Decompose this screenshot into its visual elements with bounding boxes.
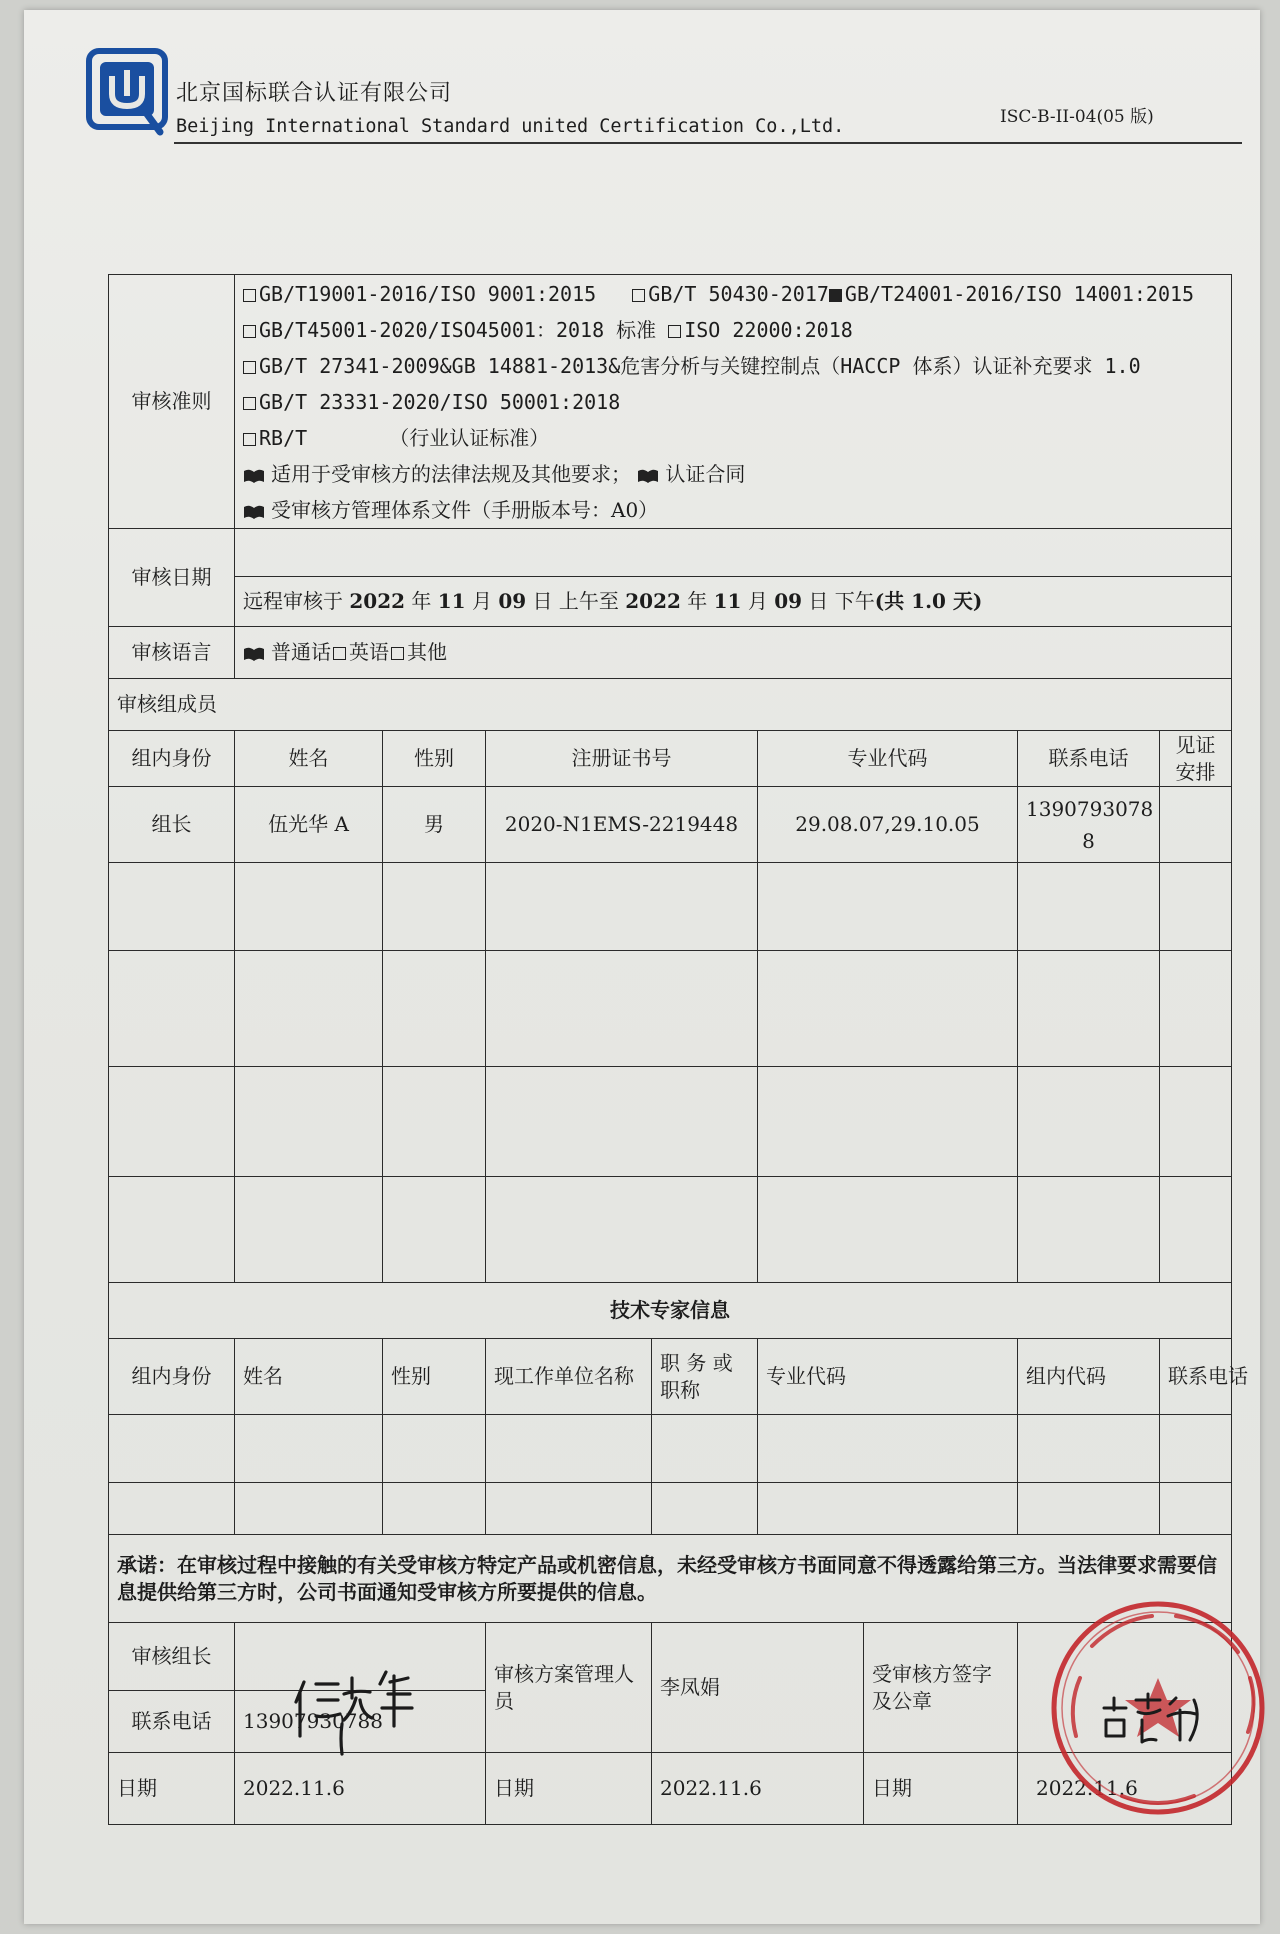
language-english: 英语 — [349, 640, 389, 664]
expert-header-role: 组内身份 — [109, 1339, 235, 1415]
company-logo-icon — [86, 48, 168, 138]
team-label-row — [109, 679, 1232, 731]
leader-phone: 13907930788 — [235, 1691, 486, 1753]
std-iso22000: ISO 22000:2018 — [684, 317, 853, 342]
member-phone: 1390793078 8 — [1018, 787, 1160, 863]
auditee-label: 受审核方签字及公章 — [864, 1623, 1018, 1753]
company-name-en: Beijing International Standard united Certification Co.,Ltd. — [176, 116, 845, 137]
company-name-cn: 北京国标联合认证有限公司 — [176, 81, 453, 106]
table-row — [109, 951, 1232, 1067]
book-icon — [243, 645, 265, 661]
form-number: ISC-B-II-04(05 版) — [1000, 107, 1154, 127]
criteria-row — [109, 275, 1232, 529]
member-witness — [1160, 787, 1232, 863]
table-row — [109, 787, 1232, 863]
std-iso14001: GB/T24001-2016/ISO 14001:2015 — [844, 281, 1195, 306]
table-row — [109, 1415, 1232, 1483]
std-rbt-suffix: （行业认证标准） — [389, 425, 550, 450]
start-day: 09 — [498, 589, 527, 613]
checkbox-icon — [391, 647, 404, 660]
table-row — [109, 1067, 1232, 1177]
language-row — [109, 627, 1232, 679]
team-header-phone: 联系电话 — [1018, 731, 1160, 787]
date-label-3: 日期 — [864, 1753, 1018, 1825]
expert-header-employer: 现工作单位名称 — [486, 1339, 652, 1415]
team-header-gender: 性别 — [383, 731, 486, 787]
audit-date-label: 审核日期 — [109, 529, 235, 627]
language-other: 其他 — [407, 640, 447, 664]
date-value-3: 2022.11.6 — [1018, 1753, 1232, 1825]
std-rbt: RB/T — [259, 425, 308, 450]
audit-date-row — [109, 577, 1232, 627]
end-day: 09 — [774, 589, 803, 613]
checkbox-icon — [243, 397, 256, 410]
member-name: 伍光华 A — [235, 787, 383, 863]
std-gb50430: GB/T 50430-2017 — [648, 281, 829, 306]
date-label-1: 日期 — [109, 1753, 235, 1825]
member-role: 组长 — [109, 787, 235, 863]
expert-header-gender: 性别 — [383, 1339, 486, 1415]
manager-label: 审核方案管理人员 — [486, 1623, 652, 1753]
checkbox-icon — [243, 433, 256, 446]
document-sheet — [24, 10, 1260, 1924]
start-year: 2022 — [349, 589, 406, 613]
table-row — [109, 863, 1232, 951]
audit-date-row-top — [109, 529, 1232, 577]
checkbox-icon — [243, 289, 256, 302]
expert-header-name: 姓名 — [235, 1339, 383, 1415]
std-iso45001: GB/T45001-2020/ISO45001：2018 标准 — [259, 317, 657, 342]
table-row — [109, 1483, 1232, 1535]
team-header-code: 专业代码 — [758, 731, 1018, 787]
checkbox-icon — [243, 325, 256, 338]
std-iso9001: GB/T19001-2016/ISO 9001:2015 — [259, 281, 597, 306]
std-haccp: GB/T 27341-2009&GB 14881-2013&危害分析与关键控制点（HACCP 体系）认证补充要求 1.0 — [259, 353, 1141, 378]
checkbox-checked-icon — [829, 289, 842, 302]
team-header-name: 姓名 — [235, 731, 383, 787]
audit-duration: (共 1.0 天) — [874, 589, 983, 613]
header-rule — [174, 142, 1242, 144]
book-icon — [243, 467, 265, 483]
std-iso50001: GB/T 23331-2020/ISO 50001:2018 — [259, 389, 621, 414]
expert-header-group-code: 组内代码 — [1018, 1339, 1160, 1415]
book-icon — [637, 467, 659, 483]
pledge-text: 承诺：在审核过程中接触的有关受审核方特定产品或机密信息，未经受审核方书面同意不得透露给第三方。当法律要求需要信息提供给第三方时，公司书面通知受审核方所要提供的信息。 — [109, 1535, 1232, 1623]
criteria-label: 审核准则 — [109, 275, 235, 529]
end-year: 2022 — [625, 589, 681, 613]
checkbox-icon — [333, 647, 346, 660]
start-month: 11 — [437, 589, 466, 613]
experts-header-row — [109, 1339, 1232, 1415]
criteria-contract: 认证合同 — [665, 461, 746, 486]
expert-header-code: 专业代码 — [758, 1339, 1018, 1415]
team-header-witness: 见证安排 — [1160, 731, 1232, 787]
checkbox-icon — [632, 289, 645, 302]
auditee-signature-icon — [1098, 1690, 1208, 1750]
criteria-content — [235, 275, 1232, 529]
table-row — [109, 1177, 1232, 1283]
checkbox-icon — [243, 361, 256, 374]
book-icon — [243, 503, 265, 519]
member-cert: 2020-N1EMS-2219448 — [486, 787, 758, 863]
end-month: 11 — [713, 589, 742, 613]
experts-title: 技术专家信息 — [109, 1283, 1232, 1339]
expert-header-phone: 联系电话 — [1160, 1339, 1232, 1415]
audit-date-value: 远程审核于 2022 年 11 月 09 日 上午至 2022 年 11 月 09 日 下午(共 1.0 天) — [235, 577, 1232, 627]
member-code: 29.08.07,29.10.05 — [758, 787, 1018, 863]
team-label: 审核组成员 — [109, 679, 1232, 731]
experts-title-row — [109, 1283, 1232, 1339]
phone-label: 联系电话 — [109, 1691, 235, 1753]
criteria-system-docs: 受审核方管理体系文件（手册版本号：A0） — [271, 497, 659, 522]
team-header-role: 组内身份 — [109, 731, 235, 787]
language-mandarin: 普通话 — [271, 640, 331, 664]
date-value-1: 2022.11.6 — [235, 1753, 486, 1825]
criteria-laws: 适用于受审核方的法律法规及其他要求； — [271, 461, 631, 486]
expert-header-title: 职 务 或 职称 — [652, 1339, 758, 1415]
date-label-2: 日期 — [486, 1753, 652, 1825]
team-header-cert: 注册证书号 — [486, 731, 758, 787]
date-value-2: 2022.11.6 — [652, 1753, 864, 1825]
checkbox-icon — [668, 325, 681, 338]
leader-label: 审核组长 — [109, 1623, 235, 1691]
team-header-row — [109, 731, 1232, 787]
manager-name: 李凤娟 — [652, 1623, 864, 1753]
language-label: 审核语言 — [109, 627, 235, 679]
leader-signature-icon — [290, 1654, 430, 1764]
member-gender: 男 — [383, 787, 486, 863]
language-options — [235, 627, 1232, 679]
